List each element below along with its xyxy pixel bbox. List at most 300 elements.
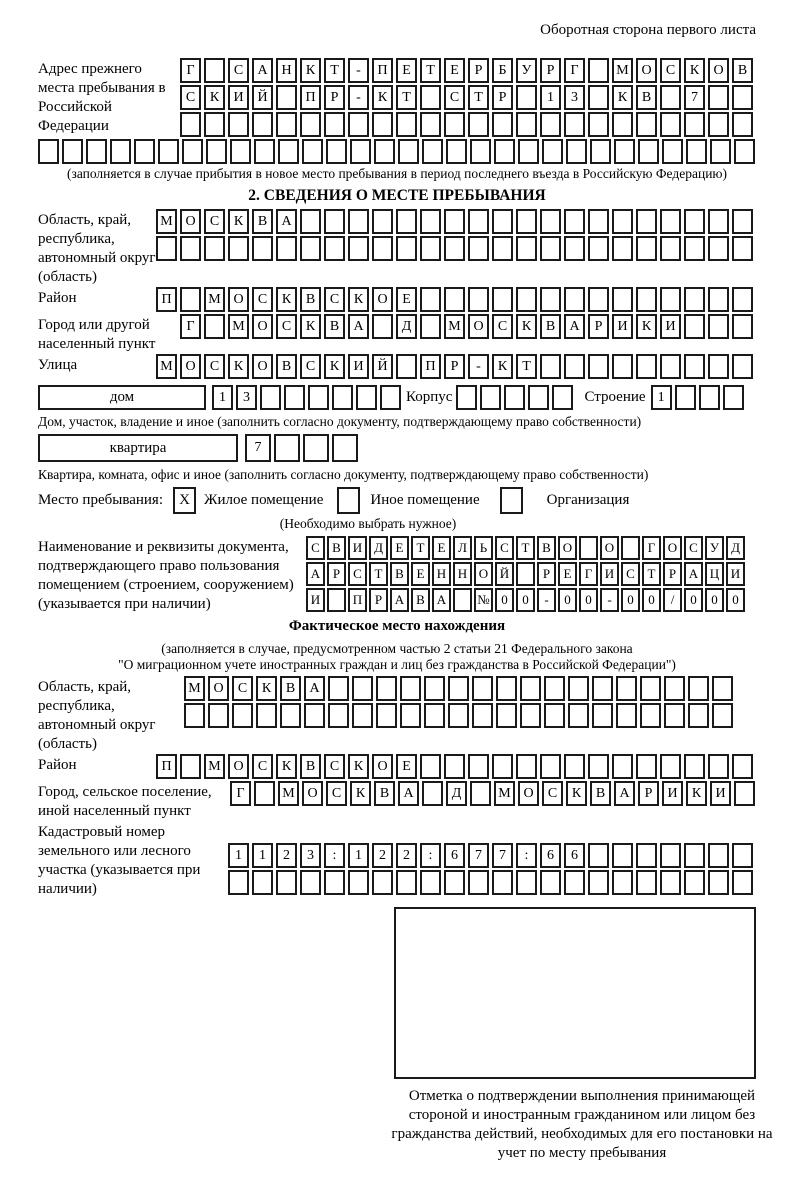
form-cell[interactable]: П [156, 287, 177, 312]
form-cell[interactable] [708, 843, 729, 868]
form-cell[interactable] [494, 139, 515, 164]
form-cell[interactable]: Е [396, 58, 417, 83]
form-cell[interactable] [734, 781, 755, 806]
form-cell[interactable] [326, 139, 347, 164]
form-cell[interactable]: Р [492, 85, 513, 110]
form-cell[interactable] [472, 703, 493, 728]
form-cell[interactable]: И [348, 354, 369, 379]
form-cell[interactable]: К [516, 314, 537, 339]
form-cell[interactable] [708, 85, 729, 110]
form-cell[interactable] [708, 112, 729, 137]
form-cell[interactable] [540, 754, 561, 779]
form-cell[interactable]: К [276, 287, 297, 312]
form-cell[interactable]: Е [411, 562, 430, 586]
form-cell[interactable] [422, 781, 443, 806]
form-cell[interactable] [516, 754, 537, 779]
form-cell[interactable]: Р [638, 781, 659, 806]
form-cell[interactable]: : [324, 843, 345, 868]
form-cell[interactable] [444, 870, 465, 895]
form-cell[interactable] [612, 287, 633, 312]
form-cell[interactable] [664, 703, 685, 728]
form-cell[interactable] [492, 870, 513, 895]
form-cell[interactable] [308, 385, 329, 410]
form-cell[interactable]: 3 [236, 385, 257, 410]
form-cell[interactable]: 1 [540, 85, 561, 110]
form-cell[interactable] [232, 703, 253, 728]
form-cell[interactable] [284, 385, 305, 410]
form-cell[interactable] [723, 385, 744, 410]
form-cell[interactable] [204, 58, 225, 83]
form-cell[interactable] [400, 703, 421, 728]
form-cell[interactable]: Г [180, 58, 201, 83]
form-cell[interactable] [496, 676, 517, 701]
form-cell[interactable]: Д [446, 781, 467, 806]
form-cell[interactable]: А [304, 676, 325, 701]
form-cell[interactable] [328, 676, 349, 701]
form-cell[interactable] [564, 236, 585, 261]
form-cell[interactable]: К [566, 781, 587, 806]
form-cell[interactable] [516, 112, 537, 137]
form-cell[interactable] [420, 314, 441, 339]
form-cell[interactable] [230, 139, 251, 164]
form-cell[interactable] [468, 209, 489, 234]
form-cell[interactable] [516, 870, 537, 895]
form-cell[interactable]: 7 [684, 85, 705, 110]
form-cell[interactable] [518, 139, 539, 164]
form-cell[interactable] [448, 703, 469, 728]
form-cell[interactable]: К [350, 781, 371, 806]
form-cell[interactable]: В [590, 781, 611, 806]
form-cell[interactable]: 7 [492, 843, 513, 868]
form-cell[interactable]: О [180, 354, 201, 379]
form-cell[interactable] [228, 870, 249, 895]
form-cell[interactable]: 2 [372, 843, 393, 868]
form-cell[interactable] [528, 385, 549, 410]
form-cell[interactable]: С [492, 314, 513, 339]
form-cell[interactable]: О [474, 562, 493, 586]
form-cell[interactable] [372, 314, 393, 339]
form-cell[interactable] [492, 754, 513, 779]
form-cell[interactable]: Т [516, 536, 535, 560]
form-cell[interactable] [712, 703, 733, 728]
form-cell[interactable] [734, 139, 755, 164]
form-cell[interactable] [588, 209, 609, 234]
form-cell[interactable]: 6 [540, 843, 561, 868]
checkbox-inoe[interactable] [337, 487, 360, 514]
form-cell[interactable] [579, 536, 598, 560]
form-cell[interactable]: М [494, 781, 515, 806]
form-cell[interactable] [540, 287, 561, 312]
form-cell[interactable]: Т [516, 354, 537, 379]
form-cell[interactable]: О [708, 58, 729, 83]
form-cell[interactable]: М [184, 676, 205, 701]
form-cell[interactable] [276, 236, 297, 261]
form-cell[interactable] [664, 676, 685, 701]
form-cell[interactable] [640, 676, 661, 701]
form-cell[interactable] [732, 85, 753, 110]
form-cell[interactable] [564, 112, 585, 137]
form-cell[interactable]: М [228, 314, 249, 339]
form-cell[interactable] [636, 870, 657, 895]
form-cell[interactable] [516, 562, 535, 586]
form-cell[interactable]: А [276, 209, 297, 234]
form-cell[interactable]: 1 [228, 843, 249, 868]
form-cell[interactable]: Н [276, 58, 297, 83]
form-cell[interactable]: Е [432, 536, 451, 560]
form-cell[interactable] [660, 354, 681, 379]
form-cell[interactable]: А [684, 562, 703, 586]
form-cell[interactable]: В [537, 536, 556, 560]
form-cell[interactable] [356, 385, 377, 410]
form-cell[interactable]: Л [453, 536, 472, 560]
form-cell[interactable]: О [208, 676, 229, 701]
form-cell[interactable]: А [306, 562, 325, 586]
form-cell[interactable] [180, 287, 201, 312]
form-cell[interactable] [420, 870, 441, 895]
form-cell[interactable]: С [252, 754, 273, 779]
form-cell[interactable] [420, 209, 441, 234]
form-cell[interactable] [636, 209, 657, 234]
form-cell[interactable] [708, 209, 729, 234]
form-cell[interactable] [420, 112, 441, 137]
form-cell[interactable] [204, 112, 225, 137]
form-cell[interactable] [372, 870, 393, 895]
form-cell[interactable] [564, 287, 585, 312]
form-cell[interactable]: Т [324, 58, 345, 83]
form-cell[interactable] [276, 112, 297, 137]
form-cell[interactable]: В [411, 588, 430, 612]
form-cell[interactable]: К [612, 85, 633, 110]
form-cell[interactable] [472, 676, 493, 701]
form-cell[interactable]: С [276, 314, 297, 339]
form-cell[interactable]: О [372, 754, 393, 779]
form-cell[interactable] [274, 434, 300, 462]
form-cell[interactable]: М [156, 354, 177, 379]
form-cell[interactable] [228, 112, 249, 137]
form-cell[interactable] [708, 314, 729, 339]
form-cell[interactable] [660, 843, 681, 868]
form-cell[interactable] [252, 112, 273, 137]
form-cell[interactable]: Р [327, 562, 346, 586]
form-cell[interactable] [396, 354, 417, 379]
form-cell[interactable] [636, 287, 657, 312]
form-cell[interactable] [708, 354, 729, 379]
form-cell[interactable]: В [374, 781, 395, 806]
form-cell[interactable] [588, 354, 609, 379]
form-cell[interactable]: С [306, 536, 325, 560]
form-cell[interactable]: С [180, 85, 201, 110]
form-cell[interactable]: К [228, 209, 249, 234]
form-cell[interactable]: С [324, 754, 345, 779]
form-cell[interactable] [492, 236, 513, 261]
form-cell[interactable]: Й [252, 85, 273, 110]
form-cell[interactable]: С [621, 562, 640, 586]
form-cell[interactable] [660, 870, 681, 895]
form-cell[interactable]: А [564, 314, 585, 339]
form-cell[interactable]: - [600, 588, 619, 612]
form-cell[interactable] [276, 870, 297, 895]
form-cell[interactable] [254, 781, 275, 806]
form-cell[interactable]: 0 [579, 588, 598, 612]
checkbox-organizaciya[interactable] [500, 487, 523, 514]
form-cell[interactable]: К [204, 85, 225, 110]
apartment-field-box[interactable]: квартира [38, 434, 238, 462]
form-cell[interactable] [420, 85, 441, 110]
form-cell[interactable]: Б [492, 58, 513, 83]
form-cell[interactable]: Т [420, 58, 441, 83]
form-cell[interactable] [453, 588, 472, 612]
form-cell[interactable]: С [684, 536, 703, 560]
form-cell[interactable] [350, 139, 371, 164]
form-cell[interactable]: О [663, 536, 682, 560]
form-cell[interactable]: 1 [348, 843, 369, 868]
form-cell[interactable]: Г [642, 536, 661, 560]
form-cell[interactable] [732, 870, 753, 895]
form-cell[interactable] [684, 209, 705, 234]
form-cell[interactable] [542, 139, 563, 164]
form-cell[interactable]: 0 [621, 588, 640, 612]
form-cell[interactable] [544, 676, 565, 701]
form-cell[interactable] [396, 236, 417, 261]
form-cell[interactable] [324, 209, 345, 234]
form-cell[interactable] [324, 112, 345, 137]
form-cell[interactable]: И [662, 781, 683, 806]
form-cell[interactable]: 2 [276, 843, 297, 868]
form-cell[interactable] [156, 236, 177, 261]
form-cell[interactable]: В [300, 754, 321, 779]
form-cell[interactable] [468, 870, 489, 895]
form-cell[interactable] [686, 139, 707, 164]
form-cell[interactable] [516, 236, 537, 261]
form-cell[interactable]: К [636, 314, 657, 339]
form-cell[interactable]: Г [579, 562, 598, 586]
form-cell[interactable] [206, 139, 227, 164]
form-cell[interactable] [588, 236, 609, 261]
form-cell[interactable] [62, 139, 83, 164]
form-cell[interactable]: 1 [252, 843, 273, 868]
form-cell[interactable] [492, 209, 513, 234]
form-cell[interactable]: К [300, 58, 321, 83]
form-cell[interactable]: Д [396, 314, 417, 339]
form-cell[interactable] [260, 385, 281, 410]
form-cell[interactable]: О [518, 781, 539, 806]
form-cell[interactable]: А [348, 314, 369, 339]
form-cell[interactable]: М [612, 58, 633, 83]
form-cell[interactable] [612, 843, 633, 868]
form-cell[interactable] [708, 754, 729, 779]
form-cell[interactable] [636, 754, 657, 779]
form-cell[interactable] [612, 354, 633, 379]
form-cell[interactable]: У [705, 536, 724, 560]
form-cell[interactable] [376, 676, 397, 701]
form-cell[interactable] [564, 754, 585, 779]
form-cell[interactable]: 0 [726, 588, 745, 612]
form-cell[interactable]: В [540, 314, 561, 339]
form-cell[interactable] [300, 870, 321, 895]
form-cell[interactable] [712, 676, 733, 701]
form-cell[interactable] [496, 703, 517, 728]
form-cell[interactable]: Д [369, 536, 388, 560]
form-cell[interactable]: С [495, 536, 514, 560]
form-cell[interactable] [158, 139, 179, 164]
form-cell[interactable] [732, 754, 753, 779]
form-cell[interactable] [348, 236, 369, 261]
form-cell[interactable] [468, 236, 489, 261]
form-cell[interactable]: И [228, 85, 249, 110]
form-cell[interactable] [732, 236, 753, 261]
form-cell[interactable] [540, 112, 561, 137]
form-cell[interactable] [444, 209, 465, 234]
form-cell[interactable]: К [684, 58, 705, 83]
form-cell[interactable]: К [276, 754, 297, 779]
form-cell[interactable]: Е [390, 536, 409, 560]
form-cell[interactable]: 6 [444, 843, 465, 868]
form-cell[interactable]: Е [444, 58, 465, 83]
form-cell[interactable]: С [252, 287, 273, 312]
form-cell[interactable]: - [537, 588, 556, 612]
form-cell[interactable]: А [390, 588, 409, 612]
form-cell[interactable] [302, 139, 323, 164]
form-cell[interactable]: № [474, 588, 493, 612]
form-cell[interactable]: Е [396, 287, 417, 312]
form-cell[interactable] [699, 385, 720, 410]
form-cell[interactable] [424, 703, 445, 728]
form-cell[interactable]: 0 [558, 588, 577, 612]
form-cell[interactable] [732, 354, 753, 379]
form-cell[interactable] [636, 354, 657, 379]
form-cell[interactable] [732, 843, 753, 868]
form-cell[interactable] [348, 112, 369, 137]
form-cell[interactable] [588, 870, 609, 895]
form-cell[interactable] [352, 703, 373, 728]
form-cell[interactable] [612, 754, 633, 779]
form-cell[interactable]: М [278, 781, 299, 806]
form-cell[interactable]: С [660, 58, 681, 83]
form-cell[interactable] [636, 843, 657, 868]
form-cell[interactable]: Р [540, 58, 561, 83]
form-cell[interactable]: И [600, 562, 619, 586]
form-cell[interactable] [332, 434, 358, 462]
form-cell[interactable]: В [390, 562, 409, 586]
form-cell[interactable]: В [252, 209, 273, 234]
form-cell[interactable] [592, 676, 613, 701]
form-cell[interactable] [396, 209, 417, 234]
form-cell[interactable] [544, 703, 565, 728]
form-cell[interactable] [564, 209, 585, 234]
form-cell[interactable] [470, 781, 491, 806]
form-cell[interactable]: Р [444, 354, 465, 379]
form-cell[interactable]: К [300, 314, 321, 339]
form-cell[interactable] [327, 588, 346, 612]
form-cell[interactable] [300, 236, 321, 261]
form-cell[interactable] [348, 209, 369, 234]
form-cell[interactable] [396, 112, 417, 137]
form-cell[interactable] [328, 703, 349, 728]
form-cell[interactable]: Е [396, 754, 417, 779]
form-cell[interactable]: : [420, 843, 441, 868]
form-cell[interactable] [684, 754, 705, 779]
form-cell[interactable] [280, 703, 301, 728]
form-cell[interactable]: М [204, 754, 225, 779]
form-cell[interactable] [568, 676, 589, 701]
form-cell[interactable] [732, 112, 753, 137]
form-cell[interactable] [420, 287, 441, 312]
form-cell[interactable]: С [542, 781, 563, 806]
form-cell[interactable]: 0 [684, 588, 703, 612]
form-cell[interactable] [588, 85, 609, 110]
form-cell[interactable] [684, 287, 705, 312]
form-cell[interactable]: М [444, 314, 465, 339]
form-cell[interactable] [588, 843, 609, 868]
form-cell[interactable] [38, 139, 59, 164]
form-cell[interactable] [516, 287, 537, 312]
form-cell[interactable]: С [228, 58, 249, 83]
form-cell[interactable]: 1 [212, 385, 233, 410]
form-cell[interactable] [134, 139, 155, 164]
form-cell[interactable]: - [468, 354, 489, 379]
form-cell[interactable]: Т [369, 562, 388, 586]
house-field-box[interactable]: дом [38, 385, 206, 410]
form-cell[interactable] [470, 139, 491, 164]
form-cell[interactable]: К [372, 85, 393, 110]
form-cell[interactable]: С [204, 354, 225, 379]
form-cell[interactable] [638, 139, 659, 164]
form-cell[interactable]: П [300, 85, 321, 110]
form-cell[interactable] [348, 870, 369, 895]
form-cell[interactable] [660, 236, 681, 261]
form-cell[interactable] [204, 236, 225, 261]
form-cell[interactable] [660, 112, 681, 137]
form-cell[interactable]: Т [411, 536, 430, 560]
form-cell[interactable] [516, 209, 537, 234]
form-cell[interactable] [621, 536, 640, 560]
form-cell[interactable] [516, 85, 537, 110]
form-cell[interactable]: Т [396, 85, 417, 110]
form-cell[interactable] [732, 209, 753, 234]
form-cell[interactable] [684, 354, 705, 379]
form-cell[interactable]: О [468, 314, 489, 339]
form-cell[interactable]: В [276, 354, 297, 379]
form-cell[interactable]: К [348, 754, 369, 779]
form-cell[interactable]: - [348, 85, 369, 110]
form-cell[interactable]: Г [564, 58, 585, 83]
form-cell[interactable]: П [348, 588, 367, 612]
form-cell[interactable] [590, 139, 611, 164]
form-cell[interactable] [372, 209, 393, 234]
form-cell[interactable]: К [324, 354, 345, 379]
form-cell[interactable] [252, 870, 273, 895]
form-cell[interactable] [612, 870, 633, 895]
form-cell[interactable] [376, 703, 397, 728]
form-cell[interactable]: О [372, 287, 393, 312]
form-cell[interactable]: М [156, 209, 177, 234]
form-cell[interactable]: О [180, 209, 201, 234]
form-cell[interactable]: И [306, 588, 325, 612]
form-cell[interactable]: С [324, 287, 345, 312]
form-cell[interactable] [612, 236, 633, 261]
form-cell[interactable]: В [324, 314, 345, 339]
form-cell[interactable]: Р [537, 562, 556, 586]
form-cell[interactable] [614, 139, 635, 164]
form-cell[interactable]: О [228, 754, 249, 779]
form-cell[interactable] [422, 139, 443, 164]
form-cell[interactable] [588, 58, 609, 83]
form-cell[interactable]: А [614, 781, 635, 806]
form-cell[interactable]: С [232, 676, 253, 701]
form-cell[interactable] [708, 287, 729, 312]
form-cell[interactable] [675, 385, 696, 410]
form-cell[interactable]: И [612, 314, 633, 339]
